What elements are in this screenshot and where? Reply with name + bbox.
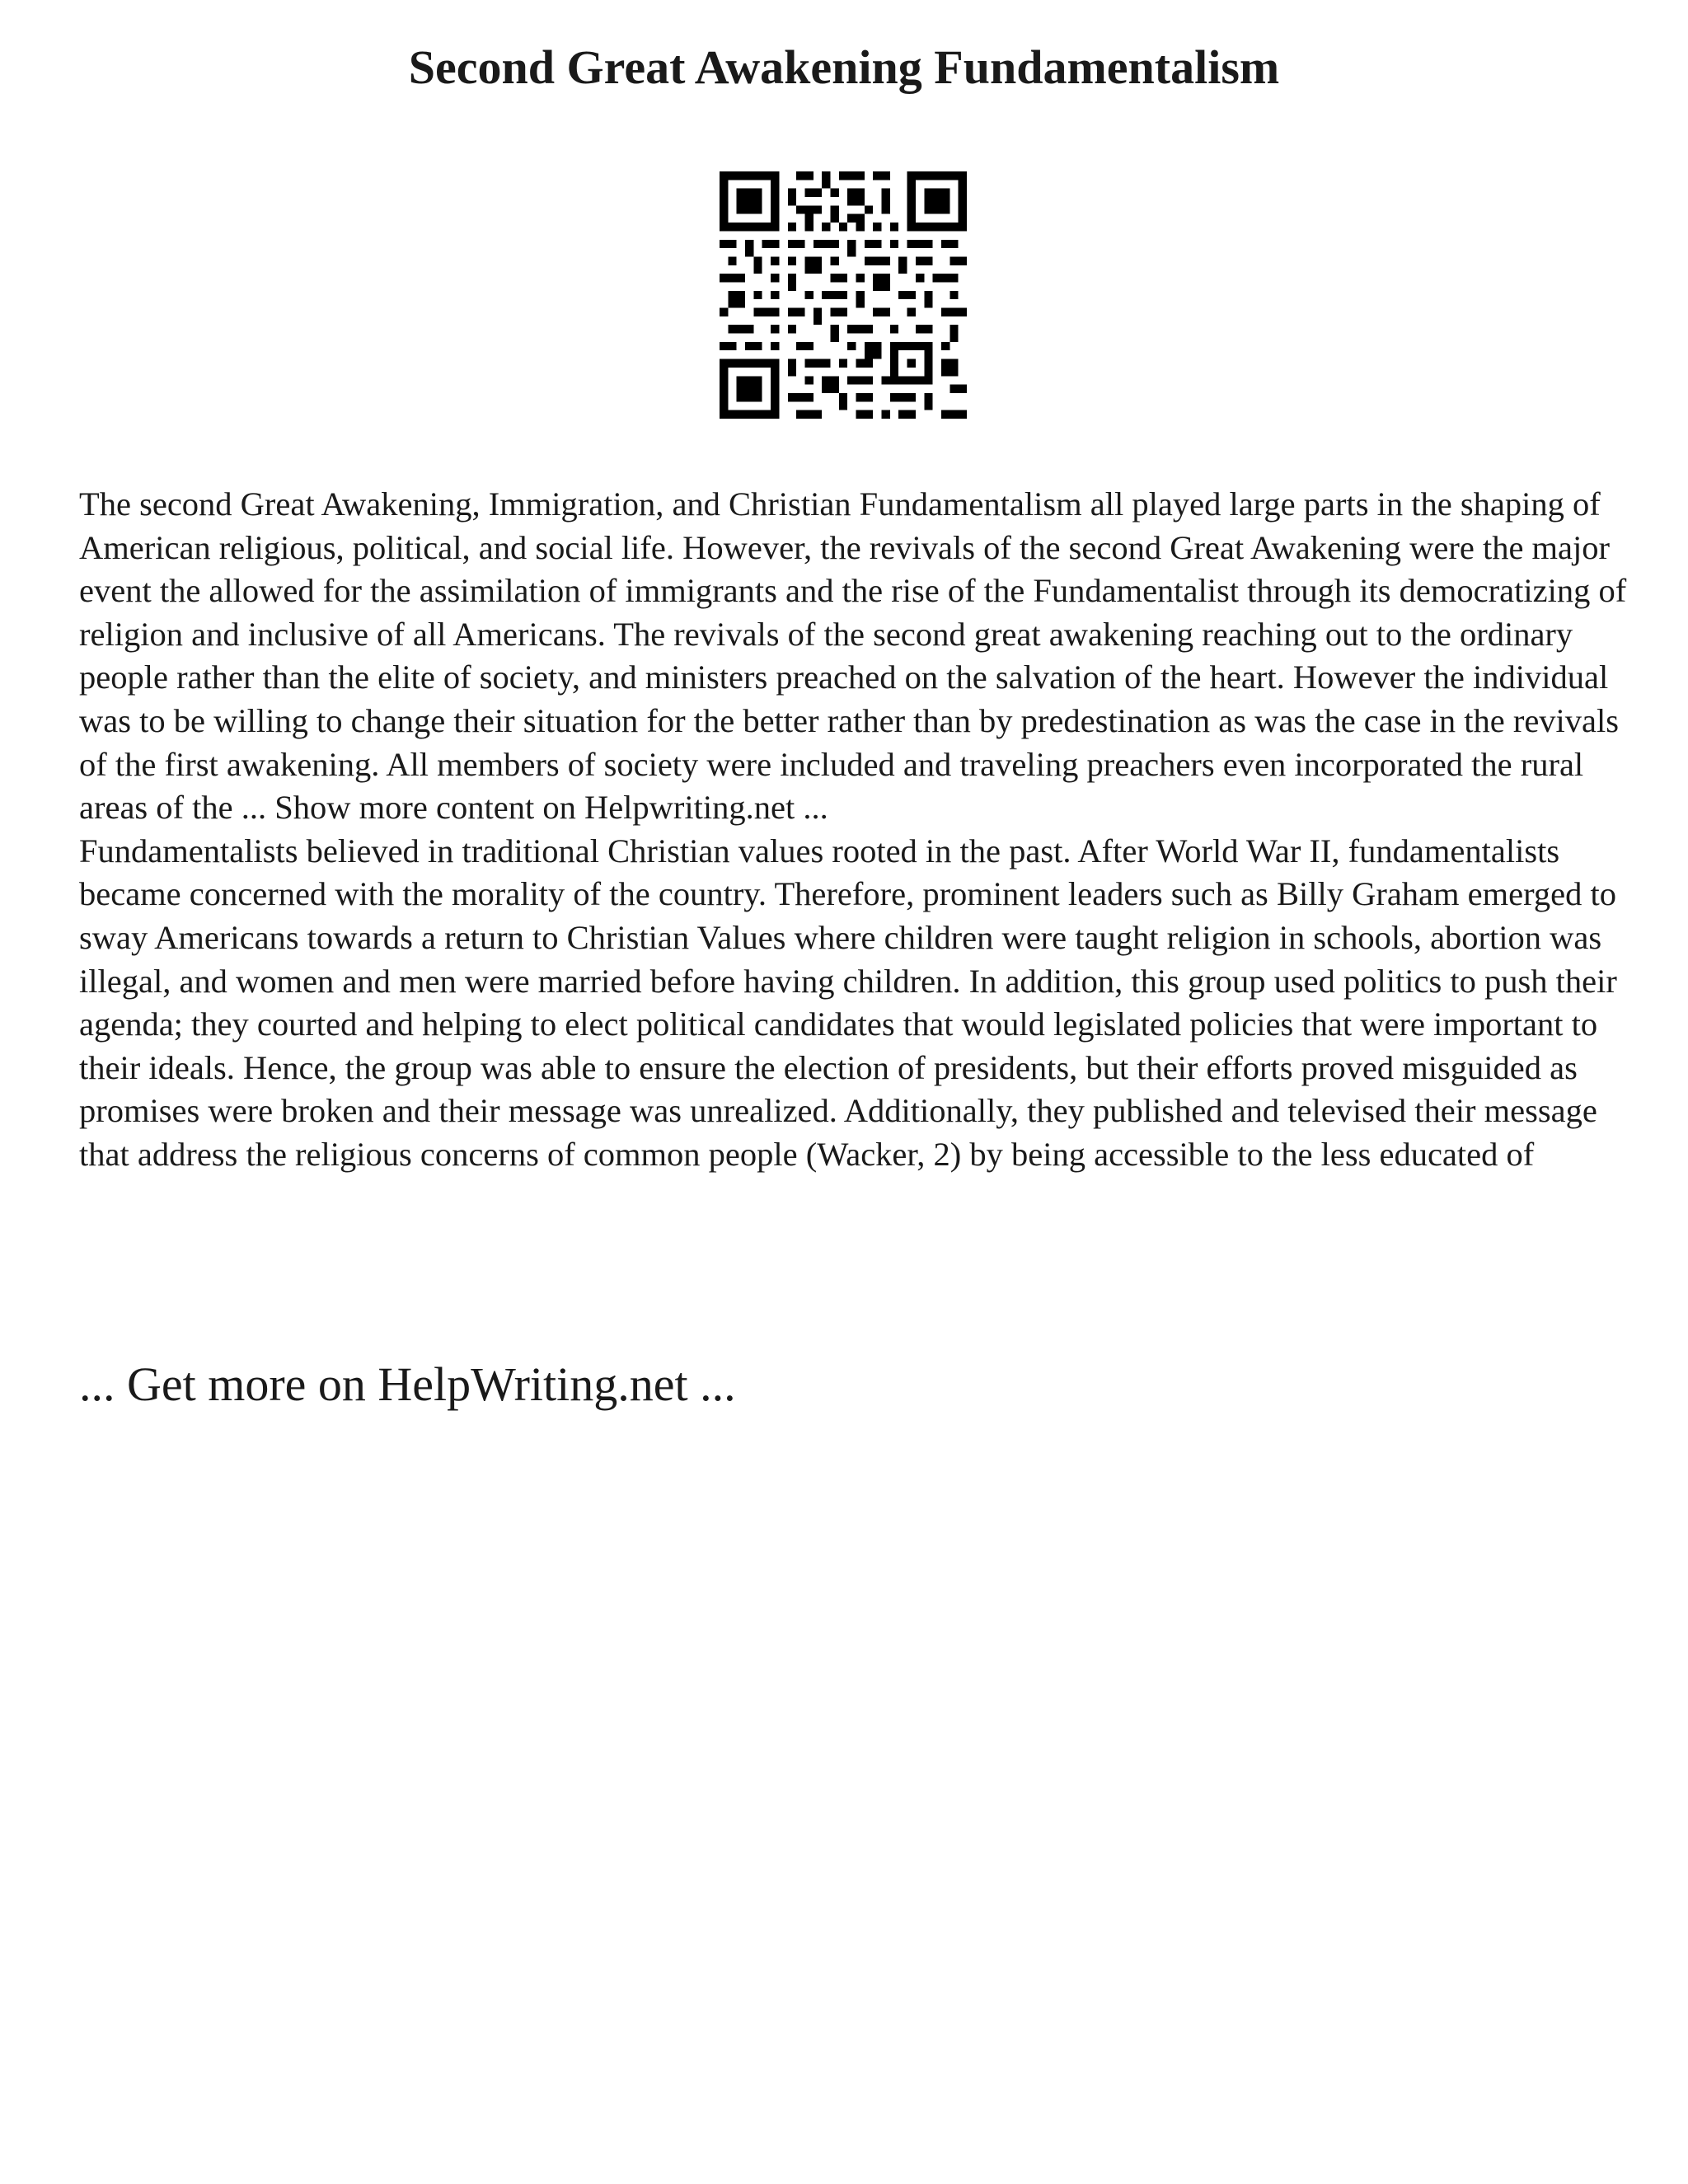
article-paragraph-2: Fundamentalists believed in traditional Christian values rooted in the past. After World War II, fundamentalists became concerned with the morality of the country. Therefore, prominent leaders such as Billy Graham emerged to sway Americans towards a return to Christian Values where children were taught religion in schools, abortion was illegal, and women and men were married before having children. In addition, this group used politics to push their agenda; they courted and helping to elect political candidates that would legislated policies that were important to their ideals. Hence, the group was able to ensure the election of presidents, but their efforts proved misguided as promises were broken and their message was unrealized. Additionally, they published and televised their message that address the religious concerns of common people (Wacker, 2) by being accessible to the less educated of <box>79 832 1617 1173</box>
article-paragraph-1: The second Great Awakening, Immigration, and Christian Fundamentalism all played large parts in the shaping of American religious, political, and social life. However, the revivals of the second Great Awakening were the major event the allowed for the assimilation of immigrants and the rise of the Fundamentalist through its democratizing of religion and inclusive of all Americans. The revivals of the second great awakening reaching out to the ordinary people rather than the elite of society, and ministers preached on the salvation of the heart. However the individual was to be willing to change their situation for the better rather than by predestination as was the case in the revivals of the first awakening. All members of society were included and traveling preachers even incorporated the rural areas of the ... Show more content on Helpwriting.net ... <box>79 485 1627 827</box>
get-more-link[interactable]: ... Get more on HelpWriting.net ... <box>79 1357 736 1411</box>
page-title: Second Great Awakening Fundamentalism <box>408 40 1280 94</box>
qr-code-icon <box>720 171 967 419</box>
article-body <box>79 483 1629 1177</box>
